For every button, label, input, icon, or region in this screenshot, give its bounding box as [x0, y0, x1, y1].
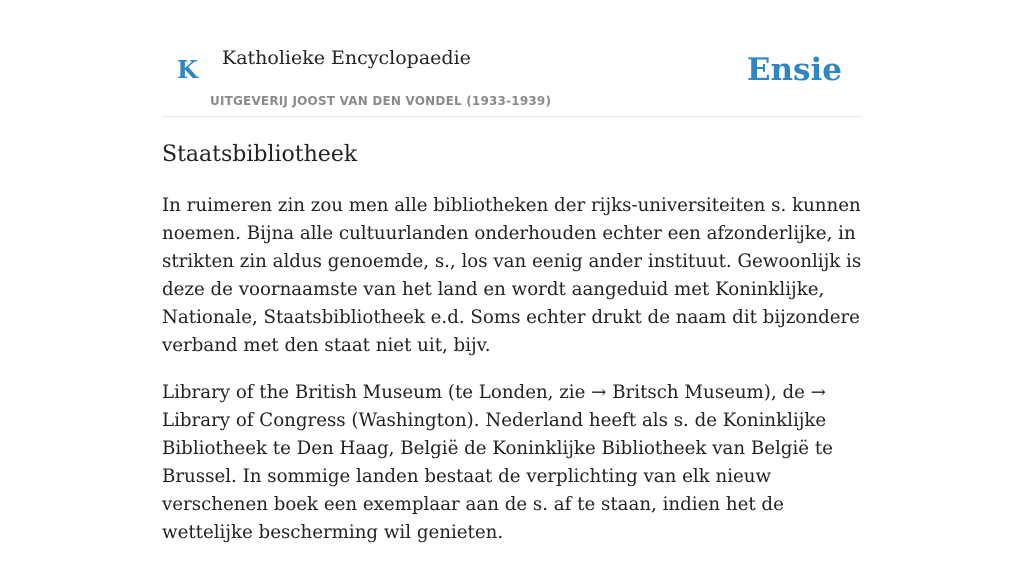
site-header: [162, 0, 862, 117]
encyclopedia-logo[interactable]: K: [177, 55, 198, 84]
article-title: Staatsbibliotheek: [162, 142, 358, 167]
publisher-line: UITGEVERIJ JOOST VAN DEN VONDEL (1933-1939): [210, 94, 552, 108]
ensie-brand-link[interactable]: Ensie: [746, 52, 842, 88]
article-paragraph: In ruimeren zin zou men alle bibliotheken der rijks-universiteiten s. kunnen noemen. Bijna alle cultuurlanden onderhouden echter een afzonderlijke, in strikten zin aldus genoemde, s., los van eenig ander instituut. Gewoonlijk is deze de voornaamste van het land en wordt aangeduid met Koninklijke, Nationale, Staatsbibliotheek e.d. Soms echter drukt de naam dit bijzondere verband met den staat niet uit, bijv.: [162, 195, 862, 356]
article-body: [162, 192, 862, 566]
article-paragraph: Library of the British Museum (te Londen, zie → Britsch Museum), de → Library of Congress (Washington). Nederland heeft als s. de Koninklijke Bibliotheek te Den Haag, België de Koninklijke Bibliotheek van België te Brussel. In sommige landen bestaat de verplichting van elk nieuw verschenen boek een exemplaar aan de s. af te staan, indien het de wettelijke bescherming wil genieten.: [162, 382, 833, 543]
encyclopedia-title[interactable]: Katholieke Encyclopaedie: [222, 47, 471, 69]
